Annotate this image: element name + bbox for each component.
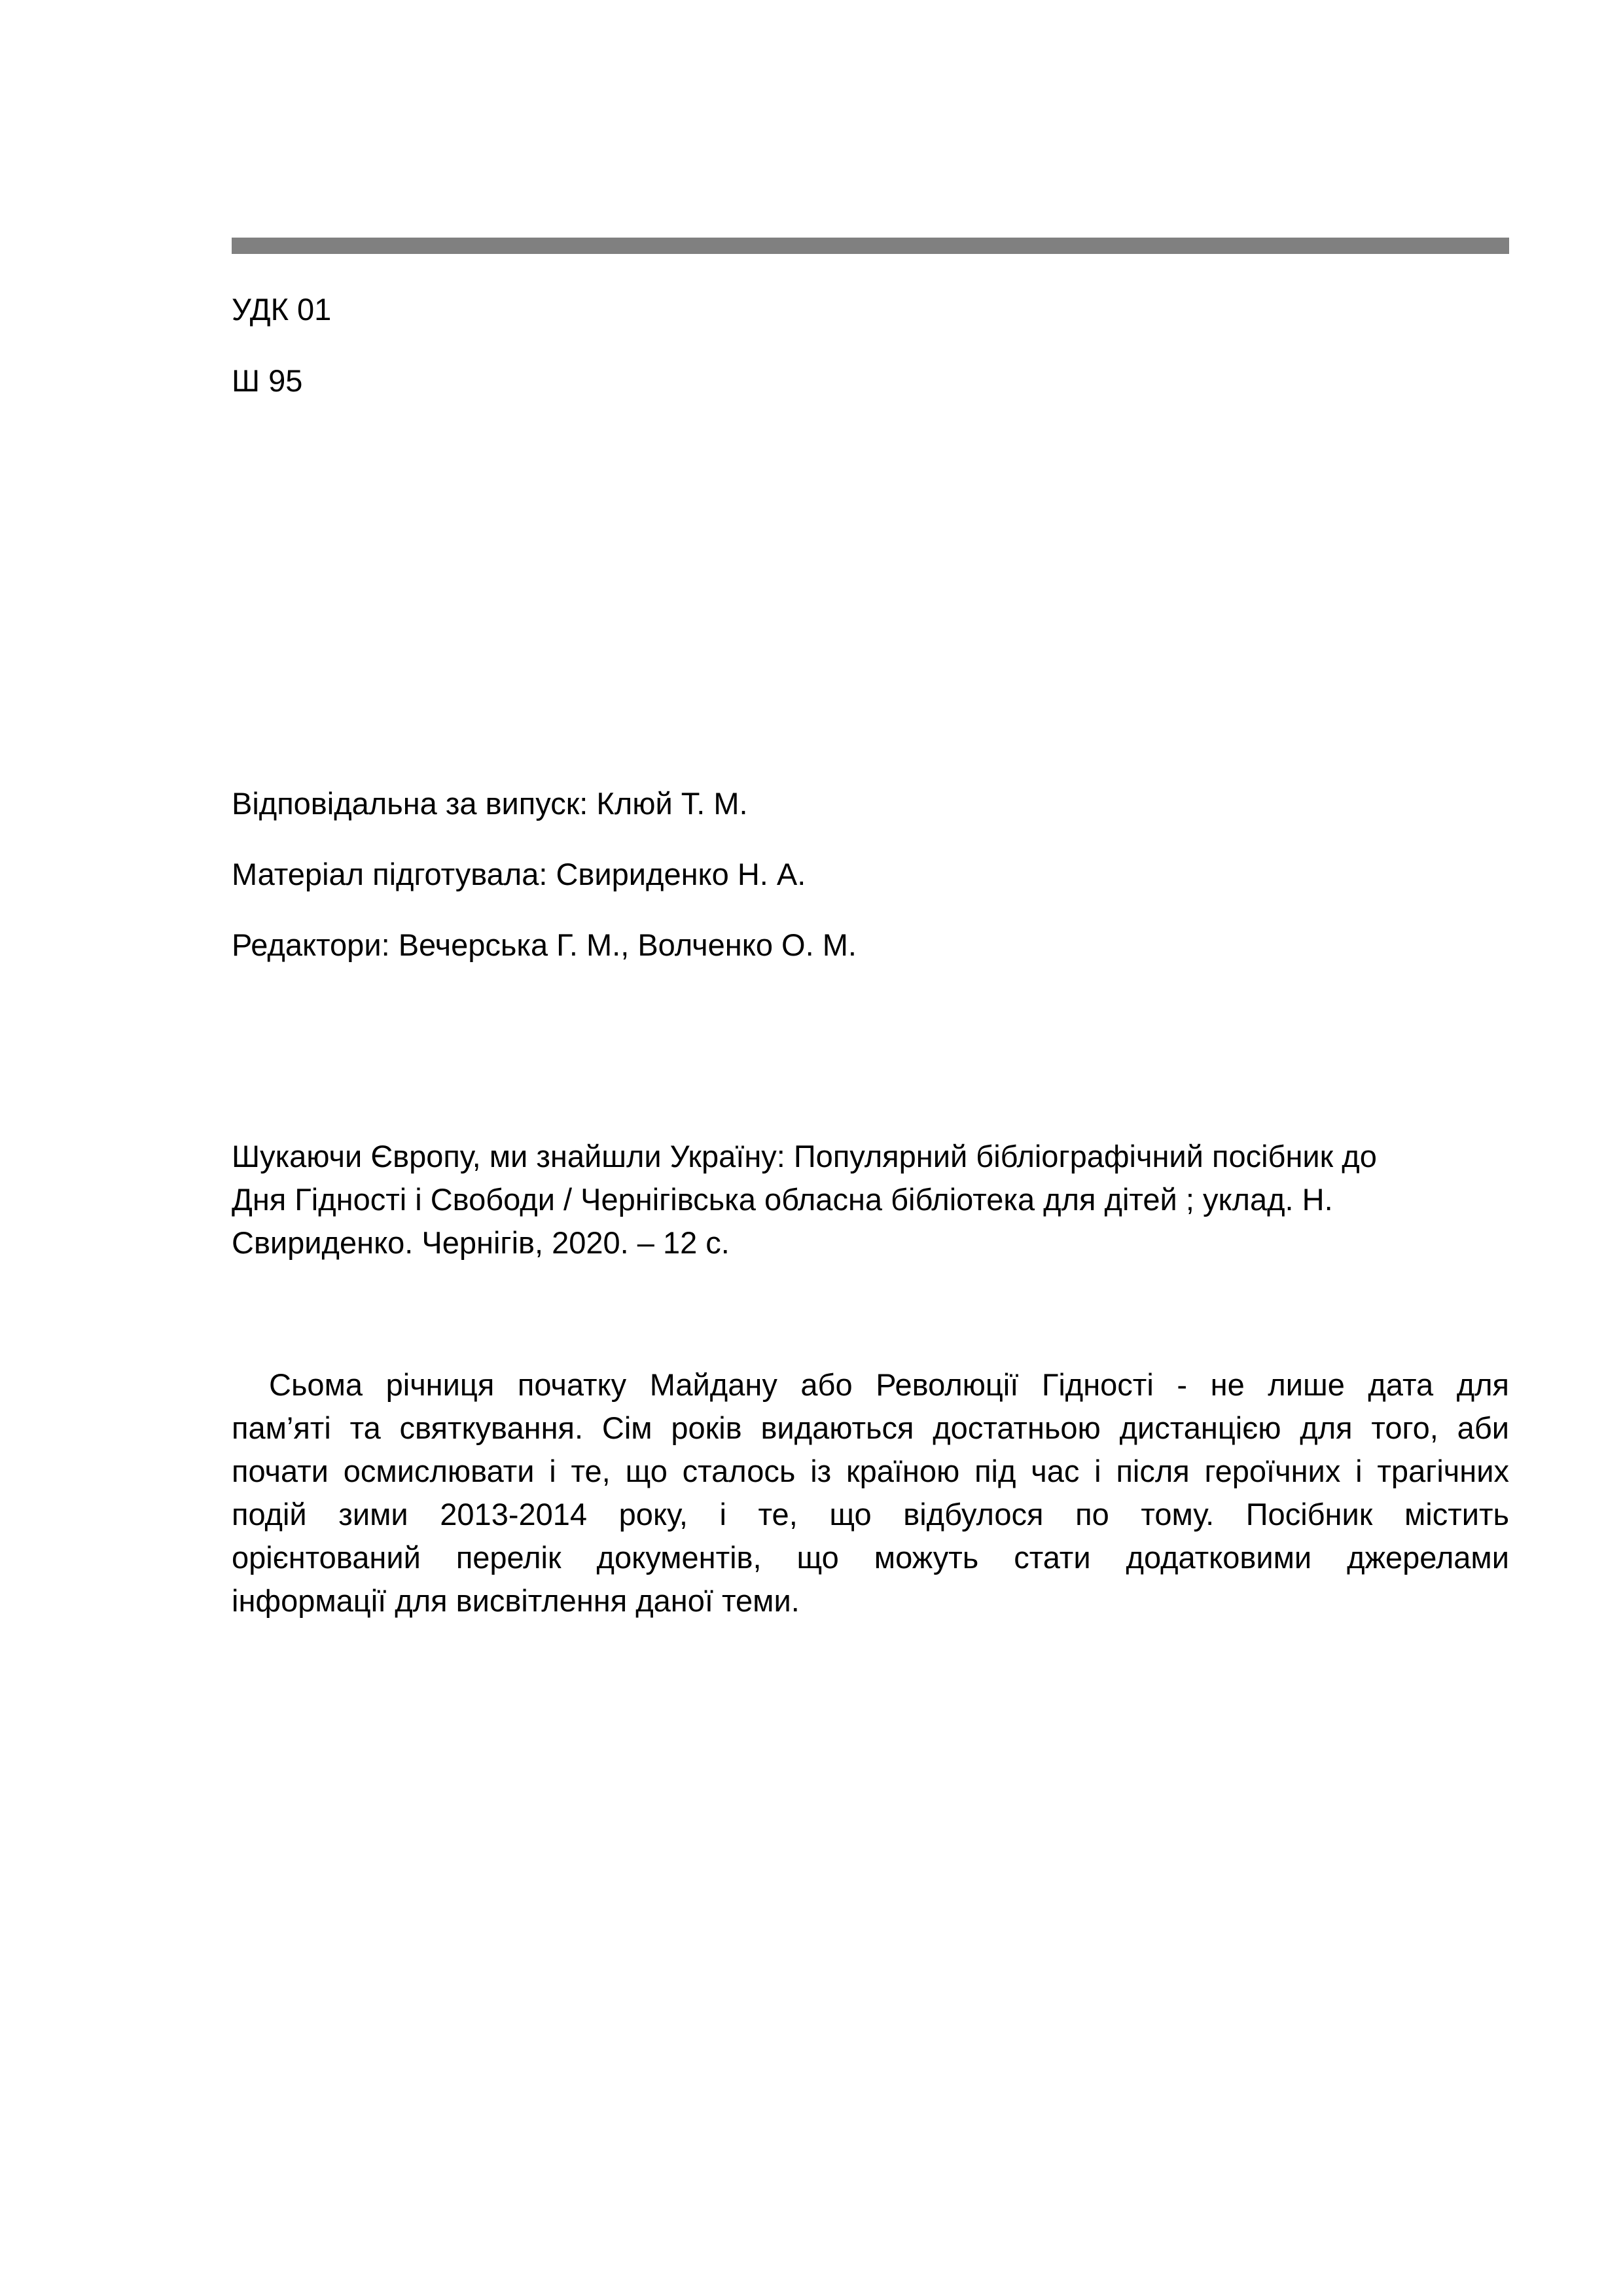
abstract-line: почати осмислювати і те, що сталось із країною під час і після героїчних і трагічних	[232, 1454, 1509, 1488]
abstract-line: Сьома річниця початку Майдану або Революції Гідності - не лише дата для	[269, 1367, 1509, 1402]
author-mark: Ш 95	[232, 363, 303, 398]
bibliographic-record-line: Шукаючи Європу, ми знайшли Україну: Популярний бібліографічний посібник до	[232, 1139, 1377, 1174]
abstract-line: пам’яті та святкування. Сім років видаються достатньою дистанцією для того, аби	[232, 1410, 1509, 1445]
bibliographic-record	[232, 1135, 1509, 1265]
responsible-editor: Відповідальна за випуск: Клюй Т. М.	[232, 786, 748, 821]
abstract-line: інформації для висвітлення даної теми.	[232, 1583, 800, 1618]
abstract-line: орієнтований перелік документів, що можуть стати додатковими джерелами	[232, 1540, 1509, 1575]
abstract-paragraph	[232, 1363, 1509, 1623]
abstract-line: подій зими 2013-2014 року, і те, що відбулося по тому. Посібник містить	[232, 1497, 1509, 1532]
bibliographic-record-line: Дня Гідності і Свободи / Чернігівська обласна бібліотека для дітей ; уклад. Н.	[232, 1182, 1333, 1217]
udk-code: УДК 01	[232, 292, 332, 327]
editors: Редактори: Вечерська Г. М., Волченко О. М.	[232, 927, 857, 962]
bibliographic-record-line: Свириденко. Чернігів, 2020. – 12 с.	[232, 1225, 730, 1260]
prepared-by: Матеріал підготувала: Свириденко Н. А.	[232, 857, 806, 891]
header-rule	[232, 238, 1509, 254]
